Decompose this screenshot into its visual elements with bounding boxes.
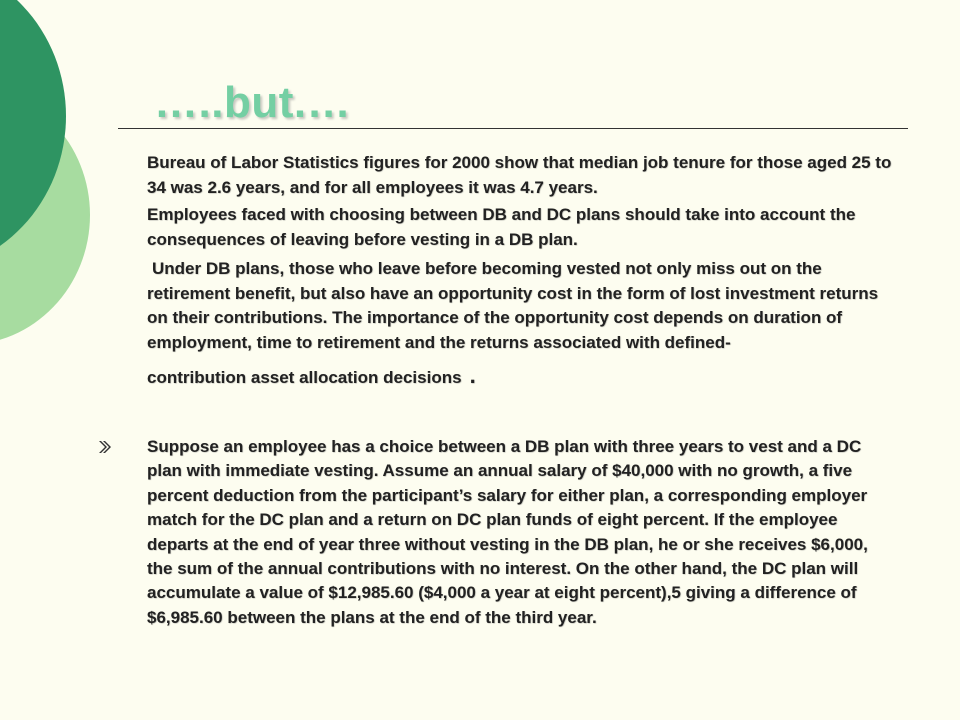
paragraph-last-line-text: contribution asset allocation decisions [147,368,462,387]
paragraph-opportunity-cost-last-line [147,364,902,391]
paragraph-opportunity-cost-text: Under DB plans, those who leave before becoming vested not only miss out on the retirement benefit, but also have an opportunity cost in the form of lost investment returns on their contributions. The importance of the opportunity cost depends on duration of employment, time to retirement and the returns associated with defined- [147,259,879,352]
bullet-text-db-dc-example: Suppose an employee has a choice between a DB plan with three years to vest and a DC plan with immediate vesting. Assume an annual salary of $40,000 with no growth, a five percent deduction from the participant’s salary for either plan, a corresponding employer match for the DC plan and a return on DC plan funds of eight percent. If the employee departs at the end of year three without vesting in the DB plan, he or she receives $6,000, the sum of the annual contributions with no interest. On the other hand, the DC plan will accumulate a value of $12,985.60 ($4,000 a year at eight percent),5 giving a difference of $6,985.60 between the plans at the end of the third year. [147,437,868,627]
slide-title: …..but.… [154,78,352,127]
arrow-bullet-icon [98,440,112,454]
title-divider [118,128,908,129]
paragraph-job-tenure: Bureau of Labor Statistics figures for 2000 show that median job tenure for those aged 25 to 34 was 2.6 years, and for all employees it was 4.7 years. [147,153,892,197]
paragraph-end-mark: . [469,363,476,388]
paragraph-db-dc-choice: Employees faced with choosing between DB and DC plans should take into account the consequences of leaving before vesting in a DB plan. [147,205,856,249]
paragraph-opportunity-cost [147,257,902,391]
